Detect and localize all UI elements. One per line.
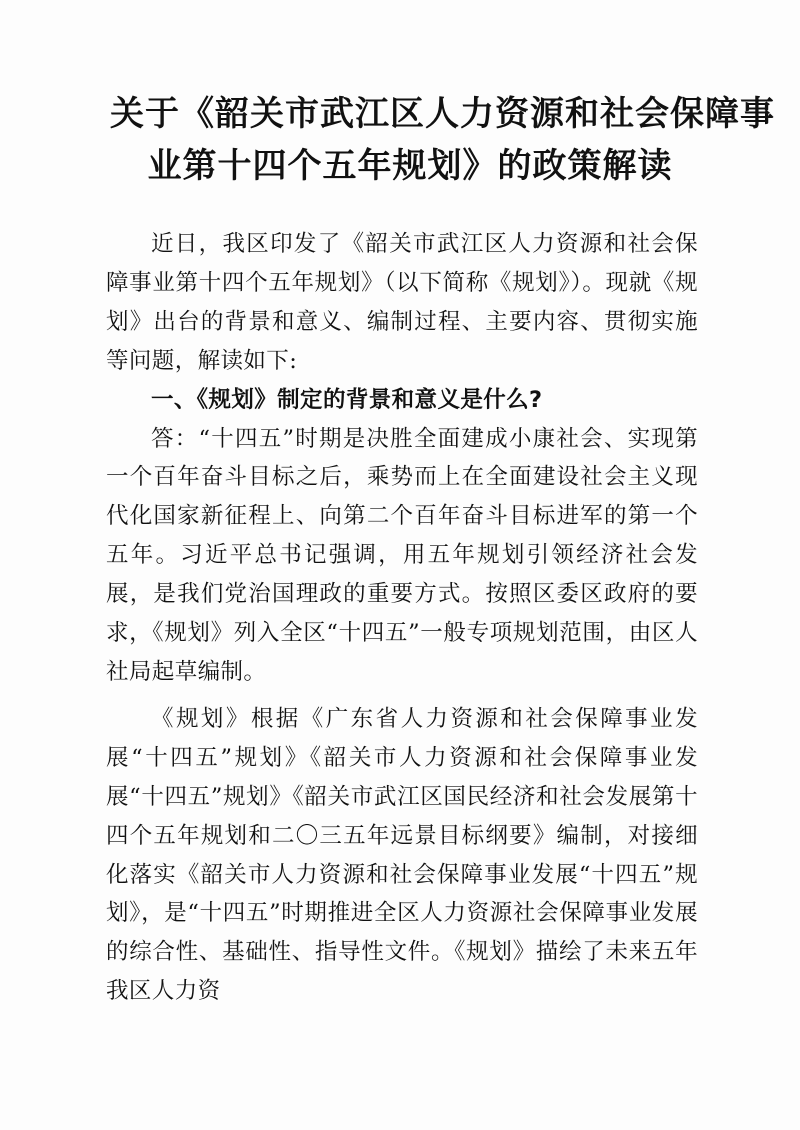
intro-paragraph: 近日，我区印发了《韶关市武江区人力资源和社会保障事业第十四个五年规划》（以下简称《规划》）。现就《规划》出台的背景和意义、编制过程、主要内容、贯彻实施等问题，解读如下: xyxy=(106,231,698,374)
document-title xyxy=(110,88,775,192)
title-line-1: 关于《韶关市武江区人力资源和社会保障事 xyxy=(110,94,775,134)
answer-paragraph: 答：“十四五”时期是决胜全面建成小康社会、实现第一个百年奋斗目标之后，乘势而上在全面建设社会主义现代化国家新征程上、向第二个百年奋斗目标进军的第一个五年。习近平总书记强调，用五年规划引领经济社会发展，是我们党治国理政的重要方式。按照区委区政府的要求，《规划》列入全区“十四五”一般专项规划范围，由区人社局起草编制。 xyxy=(106,425,698,685)
paragraph-gap xyxy=(106,692,698,700)
section-heading-1: 一、《规划》制定的背景和意义是什么? xyxy=(151,386,543,413)
basis-paragraph: 《规划》根据《广东省人力资源和社会保障事业发展“十四五”规划》《韶关市人力资源和社会保障事业发展“十四五”规划》《韶关市武江区国民经济和社会发展第十四个五年规划和二〇三五年远景目标纲要》编制，对接细化落实《韶关市人力资源和社会保障事业发展“十四五”规划》，是“十四五”时期推进全区人力资源社会保障事业发展的综合性、基础性、指导性文件。《规划》描绘了未来五年我区人力资 xyxy=(106,705,698,1005)
document-body xyxy=(106,225,698,1011)
title-line-2: 业第十四个五年规划》的政策解读 xyxy=(147,146,673,186)
